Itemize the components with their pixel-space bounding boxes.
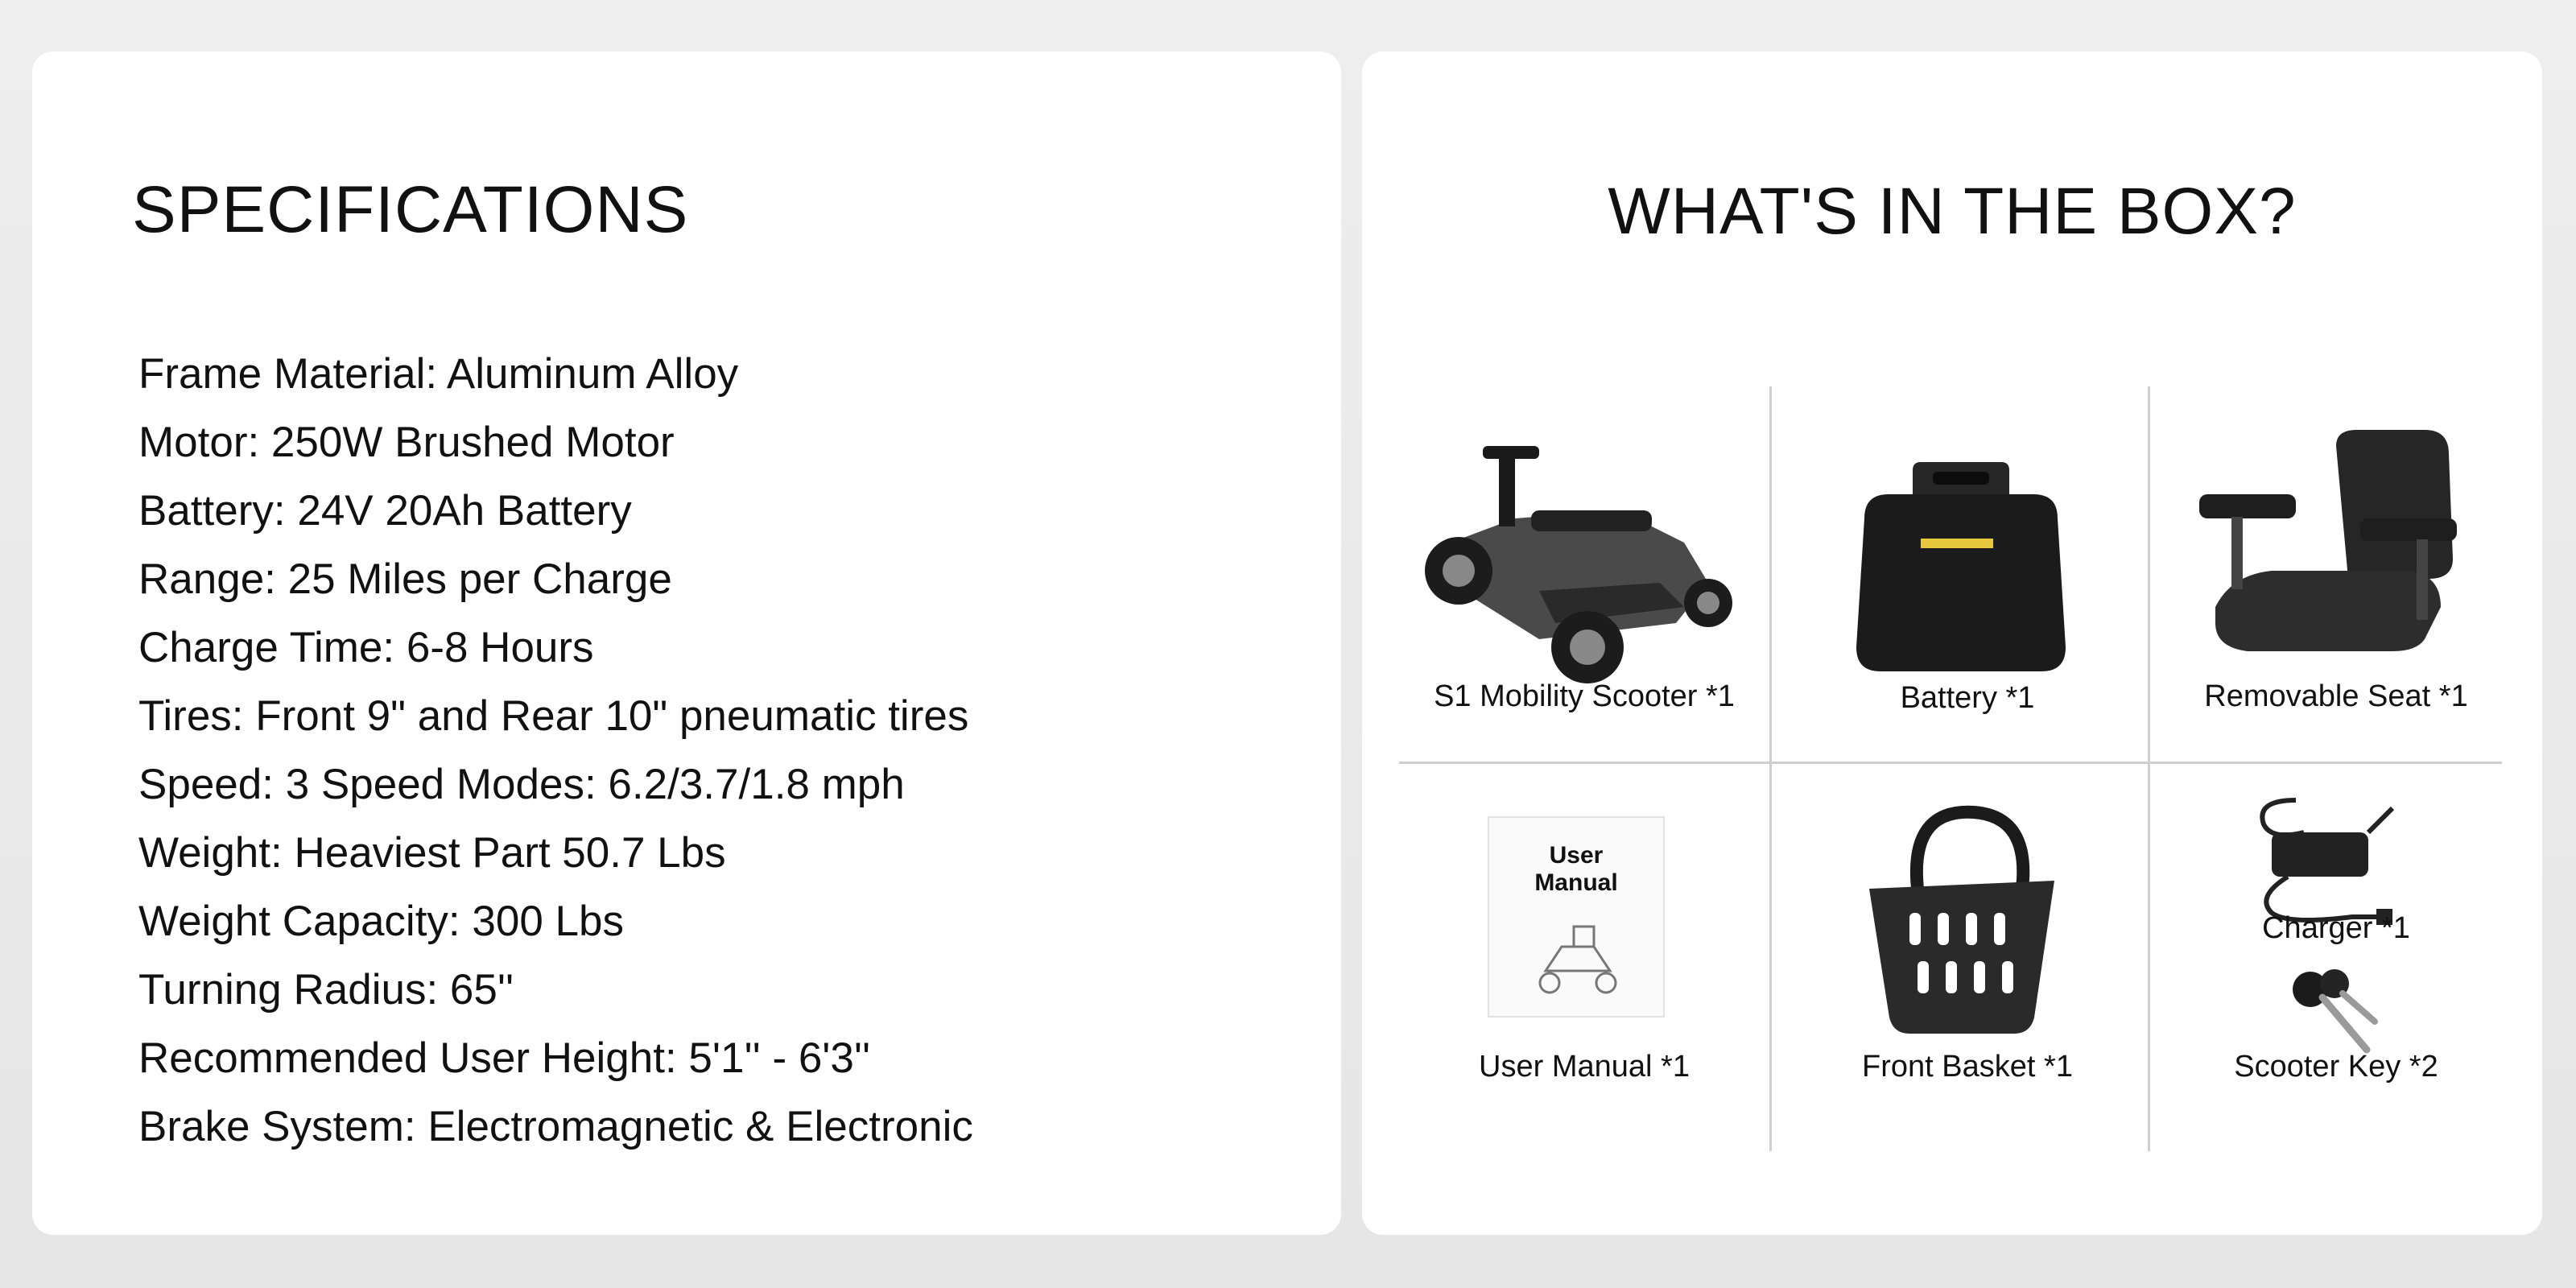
box-title: WHAT'S IN THE BOX? bbox=[1608, 175, 2297, 248]
manual-cover-line: User bbox=[1549, 842, 1604, 869]
spec-item-battery: Battery: 24V 20Ah Battery bbox=[138, 487, 632, 535]
box-item-basket-label: Front Basket *1 bbox=[1862, 1050, 2073, 1084]
front-basket-image bbox=[1861, 800, 2070, 1042]
spec-item-turning-radius: Turning Radius: 65'' bbox=[138, 966, 514, 1013]
manual-cover-title bbox=[1489, 842, 1663, 897]
spec-item-weight: Weight: Heaviest Part 50.7 Lbs bbox=[138, 829, 726, 877]
grid-divider bbox=[1769, 386, 1772, 1151]
manual-cover-line: Manual bbox=[1534, 869, 1618, 896]
specifications-card bbox=[32, 52, 1341, 1235]
spec-item-frame-material: Frame Material: Aluminum Alloy bbox=[138, 350, 739, 398]
spec-item-user-height: Recommended User Height: 5'1'' - 6'3'' bbox=[138, 1034, 871, 1082]
whats-in-the-box-card bbox=[1362, 52, 2542, 1235]
spec-item-range: Range: 25 Miles per Charge bbox=[138, 555, 672, 603]
mobility-scooter-image bbox=[1418, 422, 1740, 704]
user-manual-image bbox=[1488, 816, 1665, 1018]
spec-item-brake-system: Brake System: Electromagnetic & Electronic bbox=[138, 1103, 973, 1150]
box-item-scooter-label: S1 Mobility Scooter *1 bbox=[1434, 679, 1735, 713]
box-item-key-label: Scooter Key *2 bbox=[2234, 1050, 2438, 1084]
battery-image bbox=[1840, 454, 2082, 696]
removable-seat-image bbox=[2183, 422, 2473, 696]
spec-item-speed: Speed: 3 Speed Modes: 6.2/3.7/1.8 mph bbox=[138, 761, 905, 808]
box-item-charger-label: Charger *1 bbox=[2262, 911, 2410, 945]
spec-item-weight-capacity: Weight Capacity: 300 Lbs bbox=[138, 898, 624, 945]
grid-divider bbox=[2148, 386, 2150, 1151]
spec-item-charge-time: Charge Time: 6-8 Hours bbox=[138, 624, 594, 671]
specifications-title: SPECIFICATIONS bbox=[132, 173, 689, 246]
specifications-list bbox=[138, 340, 973, 1161]
spec-item-tires: Tires: Front 9" and Rear 10" pneumatic tires bbox=[138, 692, 969, 740]
box-item-seat-label: Removable Seat *1 bbox=[2204, 679, 2468, 713]
scooter-key-image bbox=[2286, 961, 2383, 1058]
grid-divider bbox=[1399, 762, 2502, 764]
box-item-manual-label: User Manual *1 bbox=[1479, 1050, 1690, 1084]
spec-item-motor: Motor: 250W Brushed Motor bbox=[138, 419, 675, 466]
manual-scooter-sketch bbox=[1530, 914, 1626, 1003]
box-item-battery-label: Battery *1 bbox=[1900, 681, 2035, 715]
